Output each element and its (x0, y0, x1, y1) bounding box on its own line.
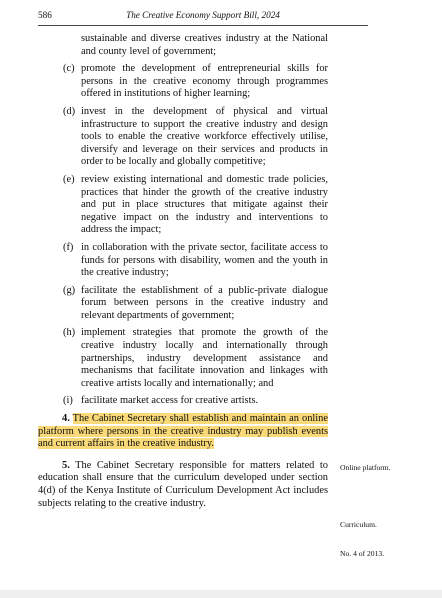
section-text: The Cabinet Secretary responsible for matters related to education shall ensure that the curriculum developed under section 4(d) of the Kenya Institute of Curriculum Development Act includes subjects relating to the creative industry. (38, 459, 328, 509)
item-label: (h) (63, 327, 76, 339)
item-label: (c) (63, 63, 75, 75)
item-text: promote the development of entrepreneurial skills for persons in the creative economy through programmes offered in institutions of higher learning; (81, 63, 328, 100)
list-item (38, 106, 328, 169)
section-4 (38, 413, 328, 451)
item-label: (g) (63, 284, 76, 296)
list-item (38, 395, 328, 408)
list-item (38, 174, 328, 237)
item-text: invest in the development of physical and virtual infrastructure to support the creative industry and design tools to enable the creative workforce effectively utilise, diversify and leverage on their services and products in order to be locally and globally competitive; (81, 105, 328, 168)
continuation-text: sustainable and diverse creatives industry at the National and county level of government; (81, 33, 328, 57)
section-number: 5. (62, 459, 70, 471)
margin-note-act-reference: No. 4 of 2013. (340, 549, 385, 558)
item-label: (d) (63, 105, 76, 117)
header-rule (38, 25, 368, 26)
list-item (38, 242, 328, 280)
page-number: 586 (38, 10, 52, 20)
item-text: implement strategies that promote the growth of the creative industry locally and internationally through partnerships, industry development assistance and mechanisms that facilitate innovation and linkages with creative artists locally and internationally; and (81, 327, 328, 389)
document-body (38, 33, 328, 510)
highlighted-text: The Cabinet Secretary shall establish and maintain an online platform where persons in the creative industry may publish events and current affairs in the creative industry. (38, 413, 328, 450)
page-bottom-edge (0, 590, 442, 598)
list-item (38, 327, 328, 390)
page-header (38, 10, 368, 24)
list-item (38, 63, 328, 101)
list-item (38, 285, 328, 323)
margin-note-curriculum: Curriculum. (340, 520, 377, 529)
item-text: in collaboration with the private sector, facilitate access to funds for persons with disability, women and the youth in the creative industry; (81, 241, 328, 279)
section-number: 4. (62, 413, 70, 425)
running-title: The Creative Economy Support Bill, 2024 (126, 10, 280, 20)
margin-note-online-platform: Online platform. (340, 463, 391, 472)
item-text: review existing international and domestic trade policies, practices that hinder the growth of the creative industry and put in place structures that mitigate against their negative impact on the industry and interventions to address the impact; (81, 173, 328, 236)
section-5 (38, 460, 328, 510)
item-label: (i) (63, 395, 73, 407)
item-text: facilitate market access for creative artists. (81, 395, 259, 407)
item-label: (e) (63, 173, 75, 185)
item-text: facilitate the establishment of a public-private dialogue forum between persons in the creative industry and relevant departments of government; (81, 284, 328, 321)
item-label: (f) (63, 241, 74, 253)
